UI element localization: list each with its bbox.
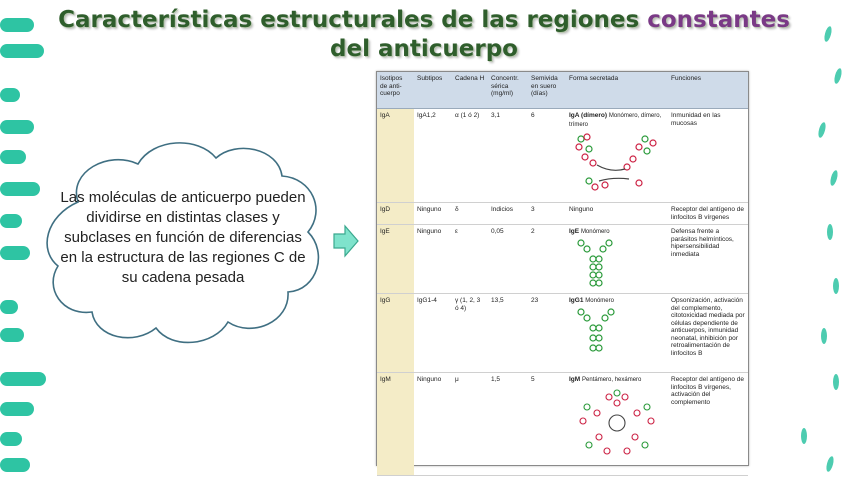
table-row bbox=[377, 109, 748, 203]
cell-subtypes: Ninguno bbox=[414, 225, 452, 294]
header-half-life: Semivida en suero (días) bbox=[528, 72, 566, 109]
cell-functions: Receptor del antígeno de linfocitos B vírgenes bbox=[668, 203, 748, 225]
igm-pentamer-diagram bbox=[569, 385, 665, 461]
table-header-row bbox=[377, 72, 748, 109]
cell-concentration: 0,05 bbox=[488, 225, 528, 294]
cell-functions: Inmunidad en las mucosas bbox=[668, 109, 748, 203]
cell-concentration: 13,5 bbox=[488, 294, 528, 373]
cell-functions: Defensa frente a parásitos helmínticos, hipersensibilidad inmediata bbox=[668, 225, 748, 294]
table-row bbox=[377, 294, 748, 373]
table-row bbox=[377, 373, 748, 476]
cell-chain: μ bbox=[452, 373, 488, 476]
form-note: Monómero, dímero, trímero bbox=[569, 113, 662, 128]
cell-subtypes: IgG1-4 bbox=[414, 294, 452, 373]
cell-half-life: 3 bbox=[528, 203, 566, 225]
form-label: IgM bbox=[569, 376, 581, 383]
form-label: IgG1 bbox=[569, 297, 584, 304]
cell-half-life: 5 bbox=[528, 373, 566, 476]
cell-isotype: IgA bbox=[377, 109, 414, 203]
cell-form: Ninguno bbox=[566, 203, 668, 225]
cell-half-life: 23 bbox=[528, 294, 566, 373]
table-row bbox=[377, 203, 748, 225]
cell-half-life: 6 bbox=[528, 109, 566, 203]
cell-form bbox=[566, 225, 668, 294]
cell-chain: γ (1, 2, 3 ó 4) bbox=[452, 294, 488, 373]
cell-functions: Receptor del antígeno de linfocitos B vírgenes, activación del complemento bbox=[668, 373, 748, 476]
cell-form bbox=[566, 109, 668, 203]
ige-monomer-diagram bbox=[569, 237, 629, 287]
cell-functions: Opsonización, activación del complemento, citotoxicidad mediada por células dependiente de anticuerpos, inmunidad neonatal, inhibición por retroalimentación de linfocitos B bbox=[668, 294, 748, 373]
cell-chain: δ bbox=[452, 203, 488, 225]
form-note: Monómero bbox=[580, 229, 610, 235]
cell-subtypes: Ninguno bbox=[414, 373, 452, 476]
cell-isotype: IgD bbox=[377, 203, 414, 225]
cell-concentration: 3,1 bbox=[488, 109, 528, 203]
cell-form bbox=[566, 294, 668, 373]
table-row bbox=[377, 225, 748, 294]
header-isotype: Isotipos de anti-cuerpo bbox=[377, 72, 414, 109]
iga-dimer-diagram bbox=[569, 129, 665, 195]
immunoglobulin-table bbox=[376, 71, 749, 466]
header-form: Forma secretada bbox=[566, 72, 668, 109]
cloud-text: Las moléculas de anticuerpo pueden dividirse en distintas clases y subclases en función de diferencias en la estructura de las regiones C de su cadena pesada bbox=[60, 189, 306, 286]
cell-subtypes: Ninguno bbox=[414, 203, 452, 225]
title-accent: constantes bbox=[647, 7, 790, 33]
cell-isotype: IgG bbox=[377, 294, 414, 373]
title-line2: del anticuerpo bbox=[330, 36, 518, 62]
cell-isotype: IgE bbox=[377, 225, 414, 294]
header-chain: Cadena H bbox=[452, 72, 488, 109]
form-note: Monómero bbox=[585, 298, 614, 304]
cell-isotype: IgM bbox=[377, 373, 414, 476]
cell-chain: ε bbox=[452, 225, 488, 294]
arrow-right-icon bbox=[333, 224, 359, 258]
title-part1: Características estructurales de las regiones bbox=[58, 7, 640, 33]
slide-title bbox=[0, 6, 848, 64]
cell-concentration: 1,5 bbox=[488, 373, 528, 476]
cell-concentration: Indicios bbox=[488, 203, 528, 225]
header-concentration: Concentr. sérica (mg/ml) bbox=[488, 72, 528, 109]
cell-chain: α (1 ó 2) bbox=[452, 109, 488, 203]
cell-half-life: 2 bbox=[528, 225, 566, 294]
form-label: IgE bbox=[569, 228, 580, 235]
cell-subtypes: IgA1,2 bbox=[414, 109, 452, 203]
igg-monomer-diagram bbox=[569, 306, 629, 358]
header-subtypes: Subtipos bbox=[414, 72, 452, 109]
form-note: Pentámero, hexámero bbox=[582, 377, 642, 383]
form-label: IgA (dímero) bbox=[569, 112, 608, 119]
right-decoration bbox=[790, 0, 848, 477]
header-functions: Funciones bbox=[668, 72, 748, 109]
cell-form bbox=[566, 373, 668, 476]
